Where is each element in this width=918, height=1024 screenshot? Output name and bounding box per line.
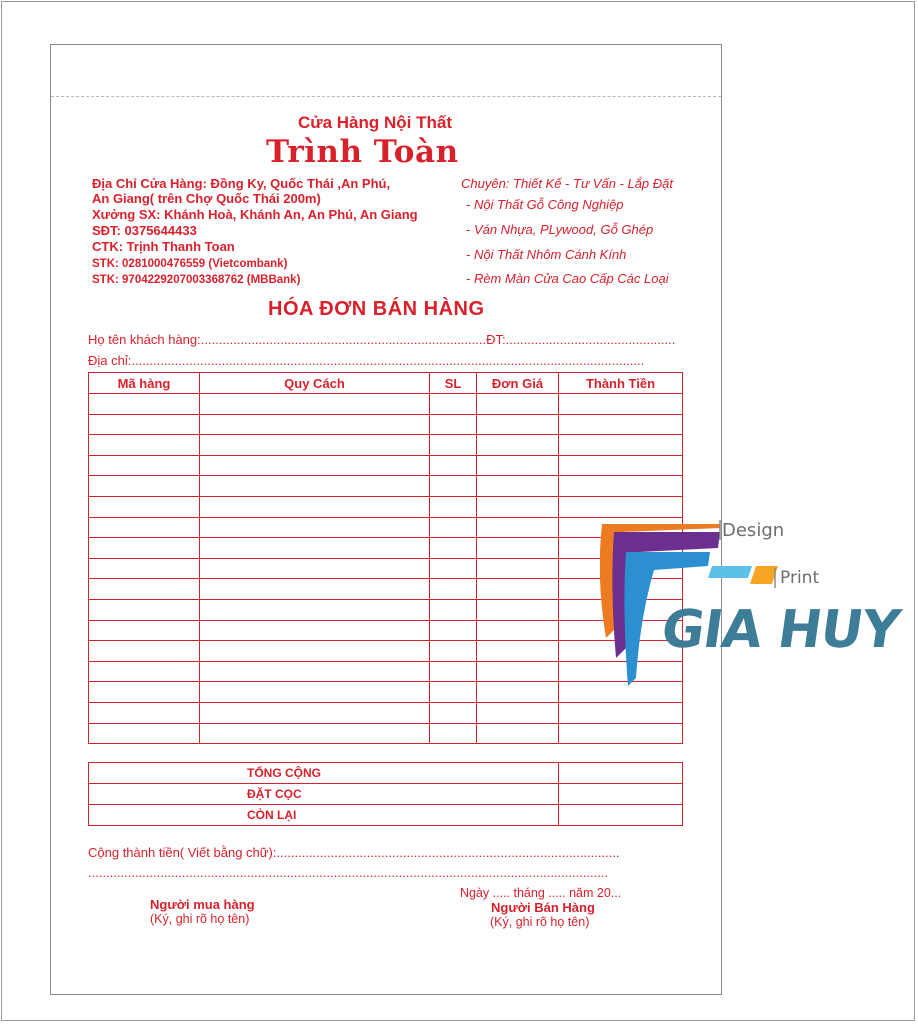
table-cell[interactable] bbox=[89, 496, 200, 517]
total-value-cell[interactable] bbox=[559, 763, 683, 784]
table-cell[interactable] bbox=[89, 517, 200, 538]
gia-huy-logo bbox=[600, 518, 903, 693]
table-row bbox=[89, 455, 683, 476]
table-header-row bbox=[89, 373, 683, 394]
table-row bbox=[89, 620, 683, 641]
table-cell[interactable] bbox=[477, 476, 559, 497]
table-row bbox=[89, 579, 683, 600]
remaining-label: CÒN LẠI bbox=[89, 805, 559, 826]
bank-account: STK: 9704229207003368762 (MBBank) bbox=[92, 274, 301, 286]
specialty-item: - Nội Thất Nhôm Cánh Kính bbox=[466, 247, 627, 262]
deposit-value-cell[interactable] bbox=[559, 784, 683, 805]
specialty-title: Chuyên: Thiết Kế - Tư Vấn - Lắp Đặt bbox=[461, 176, 674, 191]
date-line: Ngày ..... tháng ..... năm 20... bbox=[460, 886, 622, 900]
table-cell[interactable] bbox=[430, 641, 477, 662]
table-cell[interactable] bbox=[477, 414, 559, 435]
table-cell[interactable] bbox=[200, 599, 430, 620]
column-header: Mã hàng bbox=[89, 373, 200, 394]
invoice-title: HÓA ĐƠN BÁN HÀNG bbox=[268, 298, 485, 320]
table-cell[interactable] bbox=[89, 435, 200, 456]
total-label: TỔNG CỘNG bbox=[89, 763, 559, 784]
table-row bbox=[89, 599, 683, 620]
table-cell[interactable] bbox=[89, 394, 200, 415]
table-cell[interactable] bbox=[89, 538, 200, 559]
store-address-line: Địa Chỉ Cửa Hàng: Đồng Ky, Quốc Thái ,An Phú, bbox=[92, 176, 391, 191]
table-cell[interactable] bbox=[200, 517, 430, 538]
table-cell[interactable] bbox=[559, 723, 683, 744]
table-cell[interactable] bbox=[200, 394, 430, 415]
remaining-row bbox=[89, 805, 683, 826]
table-row bbox=[89, 496, 683, 517]
bank-account: STK: 0281000476559 (Vietcombank) bbox=[92, 258, 288, 270]
store-name: Trình Toàn bbox=[266, 134, 459, 170]
perforation-line bbox=[51, 96, 721, 97]
table-cell[interactable] bbox=[430, 579, 477, 600]
table-cell[interactable] bbox=[430, 435, 477, 456]
table-cell[interactable] bbox=[200, 496, 430, 517]
column-header: Thành Tiền bbox=[559, 373, 683, 394]
table-cell[interactable] bbox=[89, 414, 200, 435]
table-cell[interactable] bbox=[477, 661, 559, 682]
total-row bbox=[89, 763, 683, 784]
store-phone: SĐT: 0375644433 bbox=[92, 223, 197, 238]
table-cell[interactable] bbox=[89, 558, 200, 579]
table-cell[interactable] bbox=[559, 702, 683, 723]
remaining-value-cell[interactable] bbox=[559, 805, 683, 826]
table-cell[interactable] bbox=[559, 496, 683, 517]
table-cell[interactable] bbox=[477, 517, 559, 538]
workshop-address: Xưởng SX: Khánh Hoà, Khánh An, An Phú, An Giang bbox=[92, 207, 418, 222]
customer-name-label: Họ tên khách hàng: bbox=[88, 332, 201, 347]
specialty-item: - Rèm Màn Cửa Cao Cấp Các Loại bbox=[466, 271, 669, 286]
address-label: Địa chỉ: bbox=[88, 353, 132, 368]
table-cell[interactable] bbox=[89, 455, 200, 476]
totals-table bbox=[88, 762, 683, 826]
table-cell[interactable] bbox=[430, 599, 477, 620]
buyer-title: Người mua hàng bbox=[150, 897, 255, 912]
table-cell[interactable] bbox=[430, 414, 477, 435]
deposit-row bbox=[89, 784, 683, 805]
table-cell[interactable] bbox=[430, 455, 477, 476]
table-cell[interactable] bbox=[200, 435, 430, 456]
specialty-item: - Ván Nhựa, PLywood, Gỗ Ghép bbox=[466, 222, 654, 237]
table-cell[interactable] bbox=[559, 435, 683, 456]
address-field[interactable]: Địa chỉ:.............................................................................................................................................. bbox=[88, 353, 645, 368]
table-cell[interactable] bbox=[430, 558, 477, 579]
table-cell[interactable] bbox=[89, 723, 200, 744]
table-cell[interactable] bbox=[430, 517, 477, 538]
column-header: SL bbox=[430, 373, 477, 394]
table-row bbox=[89, 435, 683, 456]
table-cell[interactable] bbox=[477, 682, 559, 703]
table-cell[interactable] bbox=[477, 620, 559, 641]
table-cell[interactable] bbox=[200, 723, 430, 744]
table-cell[interactable] bbox=[200, 538, 430, 559]
buyer-sign-note: (Ký, ghi rõ họ tên) bbox=[150, 912, 250, 926]
table-row bbox=[89, 558, 683, 579]
table-cell[interactable] bbox=[477, 558, 559, 579]
table-row bbox=[89, 538, 683, 559]
seller-title: Người Bán Hàng bbox=[491, 900, 595, 915]
deposit-label: ĐẶT CỌC bbox=[89, 784, 559, 805]
table-cell[interactable] bbox=[89, 641, 200, 662]
table-cell[interactable] bbox=[430, 394, 477, 415]
table-cell[interactable] bbox=[477, 394, 559, 415]
table-cell[interactable] bbox=[200, 558, 430, 579]
table-cell[interactable] bbox=[559, 476, 683, 497]
table-cell[interactable] bbox=[200, 661, 430, 682]
table-row bbox=[89, 517, 683, 538]
amount-in-words-field[interactable]: Cộng thành tiền( Viết bằng chữ):............................................................................................... bbox=[88, 845, 620, 860]
table-cell[interactable] bbox=[200, 682, 430, 703]
table-cell[interactable] bbox=[477, 496, 559, 517]
table-cell[interactable] bbox=[200, 476, 430, 497]
table-cell[interactable] bbox=[200, 702, 430, 723]
specialty-item: - Nội Thất Gỗ Công Nghiệp bbox=[466, 197, 624, 212]
table-row bbox=[89, 476, 683, 497]
table-cell[interactable] bbox=[89, 579, 200, 600]
table-cell[interactable] bbox=[559, 394, 683, 415]
table-cell[interactable] bbox=[200, 455, 430, 476]
logo-word-design: Design bbox=[722, 520, 785, 541]
table-cell[interactable] bbox=[200, 620, 430, 641]
logo-word-print: Print bbox=[780, 568, 820, 588]
table-cell[interactable] bbox=[477, 538, 559, 559]
table-cell[interactable] bbox=[559, 414, 683, 435]
table-cell[interactable] bbox=[430, 496, 477, 517]
column-header: Đơn Giá bbox=[477, 373, 559, 394]
table-row bbox=[89, 723, 683, 744]
table-row bbox=[89, 394, 683, 415]
amount-in-words-continuation[interactable]: ................................................................................................................................................ bbox=[88, 865, 609, 880]
customer-name-field[interactable]: Họ tên khách hàng:...............................................................................ĐT:............................................... bbox=[88, 332, 676, 347]
table-cell[interactable] bbox=[430, 723, 477, 744]
logo-brand-name: GIA HUY bbox=[657, 600, 903, 660]
table-cell[interactable] bbox=[430, 682, 477, 703]
table-cell[interactable] bbox=[430, 702, 477, 723]
table-row bbox=[89, 641, 683, 662]
table-row bbox=[89, 682, 683, 703]
table-cell[interactable] bbox=[477, 435, 559, 456]
table-cell[interactable] bbox=[477, 579, 559, 600]
table-cell[interactable] bbox=[477, 455, 559, 476]
table-cell[interactable] bbox=[430, 476, 477, 497]
amount-in-words-label: Cộng thành tiền( Viết bằng chữ): bbox=[88, 845, 277, 860]
phone-label: ĐT: bbox=[486, 332, 506, 347]
items-table bbox=[88, 372, 683, 744]
table-cell[interactable] bbox=[89, 661, 200, 682]
table-cell[interactable] bbox=[477, 641, 559, 662]
seller-sign-note: (Ký, ghi rõ họ tên) bbox=[490, 915, 590, 929]
table-cell[interactable] bbox=[200, 641, 430, 662]
table-row bbox=[89, 702, 683, 723]
store-address-line: An Giang( trên Chợ Quốc Thái 200m) bbox=[92, 191, 321, 206]
table-cell[interactable] bbox=[200, 414, 430, 435]
table-cell[interactable] bbox=[89, 702, 200, 723]
table-cell[interactable] bbox=[430, 661, 477, 682]
table-cell[interactable] bbox=[89, 476, 200, 497]
column-header: Quy Cách bbox=[200, 373, 430, 394]
account-holder: CTK: Trịnh Thanh Toan bbox=[92, 239, 235, 254]
table-cell[interactable] bbox=[477, 723, 559, 744]
table-cell[interactable] bbox=[559, 455, 683, 476]
table-cell[interactable] bbox=[89, 599, 200, 620]
table-cell[interactable] bbox=[477, 702, 559, 723]
table-row bbox=[89, 661, 683, 682]
table-cell[interactable] bbox=[430, 620, 477, 641]
table-cell[interactable] bbox=[89, 620, 200, 641]
table-cell[interactable] bbox=[89, 682, 200, 703]
table-cell[interactable] bbox=[200, 579, 430, 600]
table-cell[interactable] bbox=[430, 538, 477, 559]
table-cell[interactable] bbox=[477, 599, 559, 620]
store-subtitle: Cửa Hàng Nội Thất bbox=[298, 113, 452, 132]
table-row bbox=[89, 414, 683, 435]
